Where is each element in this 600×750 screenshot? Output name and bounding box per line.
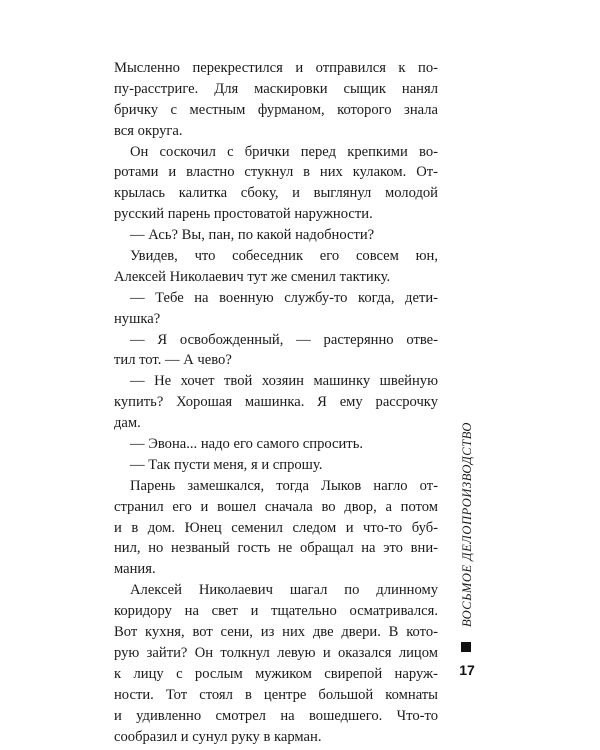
text-line: и в дом. Юнец семенил следом и что-то буб- [114,519,438,536]
text-line: — Тебе на военную службу-то когда, дети- [130,289,438,306]
text-line: ротами и властно стукнул в них кулаком. От- [114,164,438,181]
text-line: ности. Тот стоял в центре большой комнаты [114,686,438,703]
text-line: — Не хочет твой хозяин машинку швейную [130,373,438,390]
text-line: бричку с местным фурманом, которого знала [114,101,438,118]
text-line: сообразил и сунул руку в карман. [114,728,322,745]
running-title-text: ВОСЬМОЕ ДЕЛОПРОИЗВОДСТВО [460,421,475,627]
text-line: тил тот. — А чево? [114,352,232,369]
running-title [455,418,481,630]
page-marker-square [461,642,471,652]
text-line: нил, но незваный гость не обращал на это вни- [114,540,438,557]
text-line: Он соскочил с брички перед крепкими во- [130,143,438,160]
text-line: мания. [114,561,156,578]
body-text [114,58,438,747]
text-line: дам. [114,415,141,432]
text-line: к лицу с рослым мужиком свирепой наруж- [114,665,438,682]
text-line: нушка? [114,310,161,327]
text-line: Мысленно перекрестился и отправился к по- [114,60,438,76]
text-line: Увидев, что собеседник его совсем юн, [130,248,438,265]
text-line: вся округа. [114,122,183,139]
text-line: Вот кухня, вот сени, из них две двери. В кото- [114,624,438,641]
text-line: Алексей Николаевич шагал по длинному [130,582,438,599]
page-number: 17 [459,662,475,678]
text-line: — Я освобожденный, — растерянно отве- [130,331,438,348]
text-line: — Ась? Вы, пан, по какой надобности? [130,227,375,244]
text-line: русский парень простоватой наружности. [114,206,373,223]
text-line: крылась калитка сбоку, и выглянул молодой [114,185,438,202]
text-line: странил его и вошел сначала во двор, а потом [114,498,438,515]
text-line: — Эвона... надо его самого спросить. [130,436,363,453]
text-line: Парень замешкался, тогда Лыков нагло от- [130,477,438,494]
text-line: рую зайти? Он толкнул левую и оказался лицом [114,644,438,661]
text-line: купить? Хорошая машинка. Я ему рассрочку [114,394,438,411]
text-line: пу-расстриге. Для маскировки сыщик нанял [114,80,438,97]
text-line: — Так пусти меня, я и спрошу. [130,456,323,473]
text-line: и удивленно смотрел на вошедшего. Что-то [114,707,438,724]
text-line: Алексей Николаевич тут же сменил тактику. [114,268,391,285]
text-line: коридору на свет и тщательно осматривался. [114,603,438,620]
